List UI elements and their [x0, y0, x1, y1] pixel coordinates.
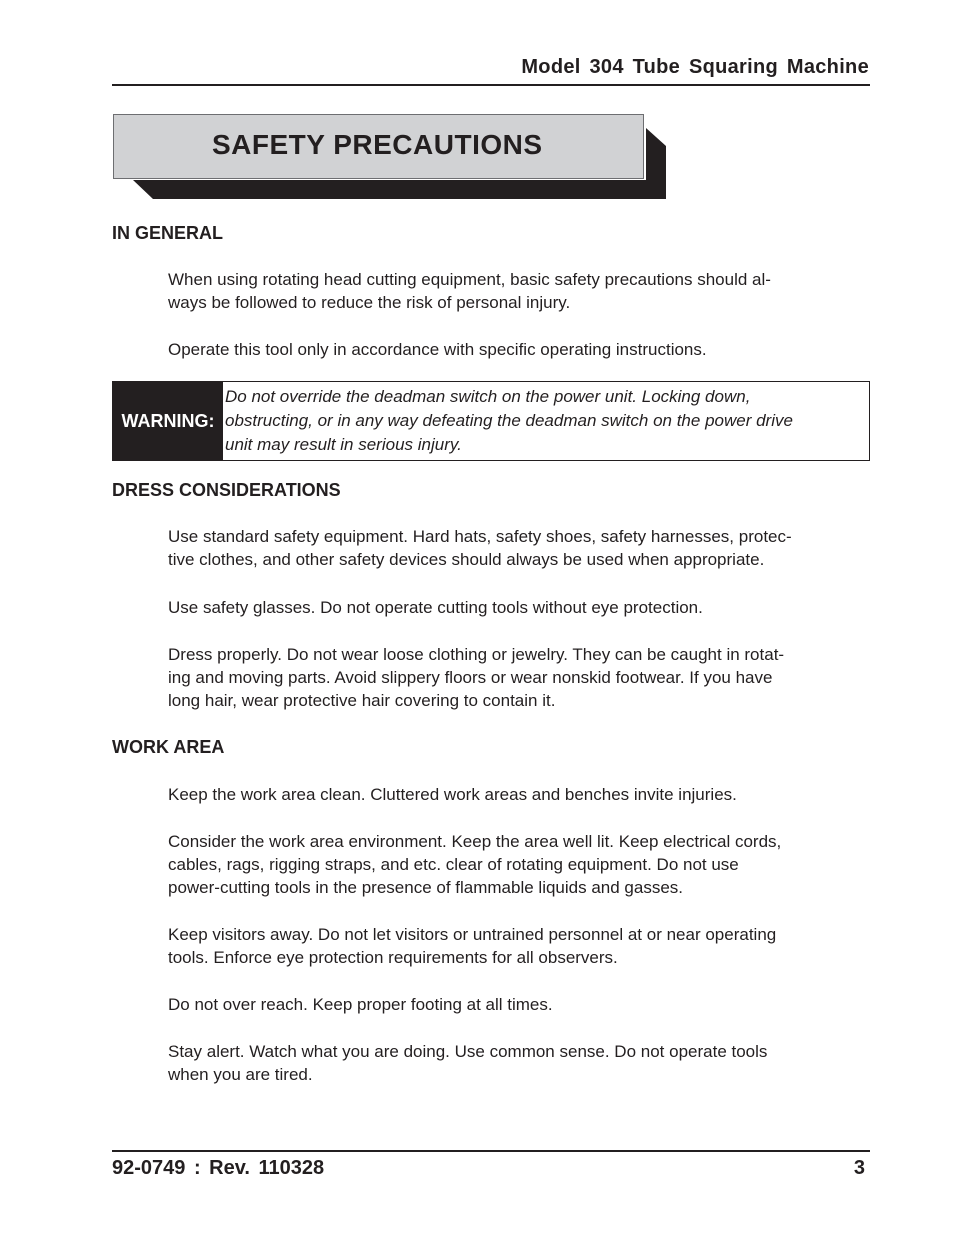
paragraph: Use standard safety equipment. Hard hats, safety shoes, safety harnesses, protec- tive clothes, and other safety devices should always be used when appropriate. [168, 527, 792, 569]
warning-label: WARNING: [113, 382, 223, 460]
header-rule [112, 84, 870, 86]
heading-dress-considerations: DRESS CONSIDERATIONS [112, 480, 341, 500]
page-number: 3 [853, 1157, 865, 1179]
banner-box [113, 114, 644, 179]
paragraph: Keep visitors away. Do not let visitors or untrained personnel at or near operating tools. Enforce eye protection requirements for all observers. [168, 925, 777, 967]
section-banner [113, 114, 666, 200]
footer-rule [112, 1150, 870, 1152]
paragraph: Keep the work area clean. Cluttered work areas and benches invite injuries. [168, 785, 737, 804]
heading-in-general: IN GENERAL [112, 223, 224, 243]
warning-text: Do not override the deadman switch on the power unit. Locking down, obstructing, or in any way defeating the deadman switch on the power drive unit may result in serious injury. [225, 387, 793, 454]
paragraph: Stay alert. Watch what you are doing. Use common sense. Do not operate tools when you are tired. [168, 1042, 768, 1084]
banner-title: SAFETY PRECAUTIONS [212, 129, 543, 160]
paragraph: Use safety glasses. Do not operate cutting tools without eye protection. [168, 598, 703, 617]
document-number: 92-0749 : Rev. 110328 [112, 1157, 325, 1179]
paragraph: Do not over reach. Keep proper footing at all times. [168, 995, 553, 1014]
paragraph: Operate this tool only in accordance with specific operating instructions. [168, 340, 707, 359]
paragraph: When using rotating head cutting equipment, basic safety precautions should al- ways be followed to reduce the risk of personal injury. [168, 270, 771, 312]
paragraph: Consider the work area environment. Keep the area well lit. Keep electrical cords, cables, rags, rigging straps, and etc. clear of rotating equipment. Do not use power-cutting tools in the presence of flammable liquids and gasses. [168, 832, 782, 897]
warning-box [112, 381, 870, 461]
document-header-title: Model 304 Tube Squaring Machine [521, 56, 869, 78]
heading-work-area: WORK AREA [112, 737, 225, 757]
paragraph: Dress properly. Do not wear loose clothing or jewelry. They can be caught in rotat- ing and moving parts. Avoid slippery floors or wear nonskid footwear. If you have long hair, wear protective hair covering to contain it. [168, 645, 785, 710]
